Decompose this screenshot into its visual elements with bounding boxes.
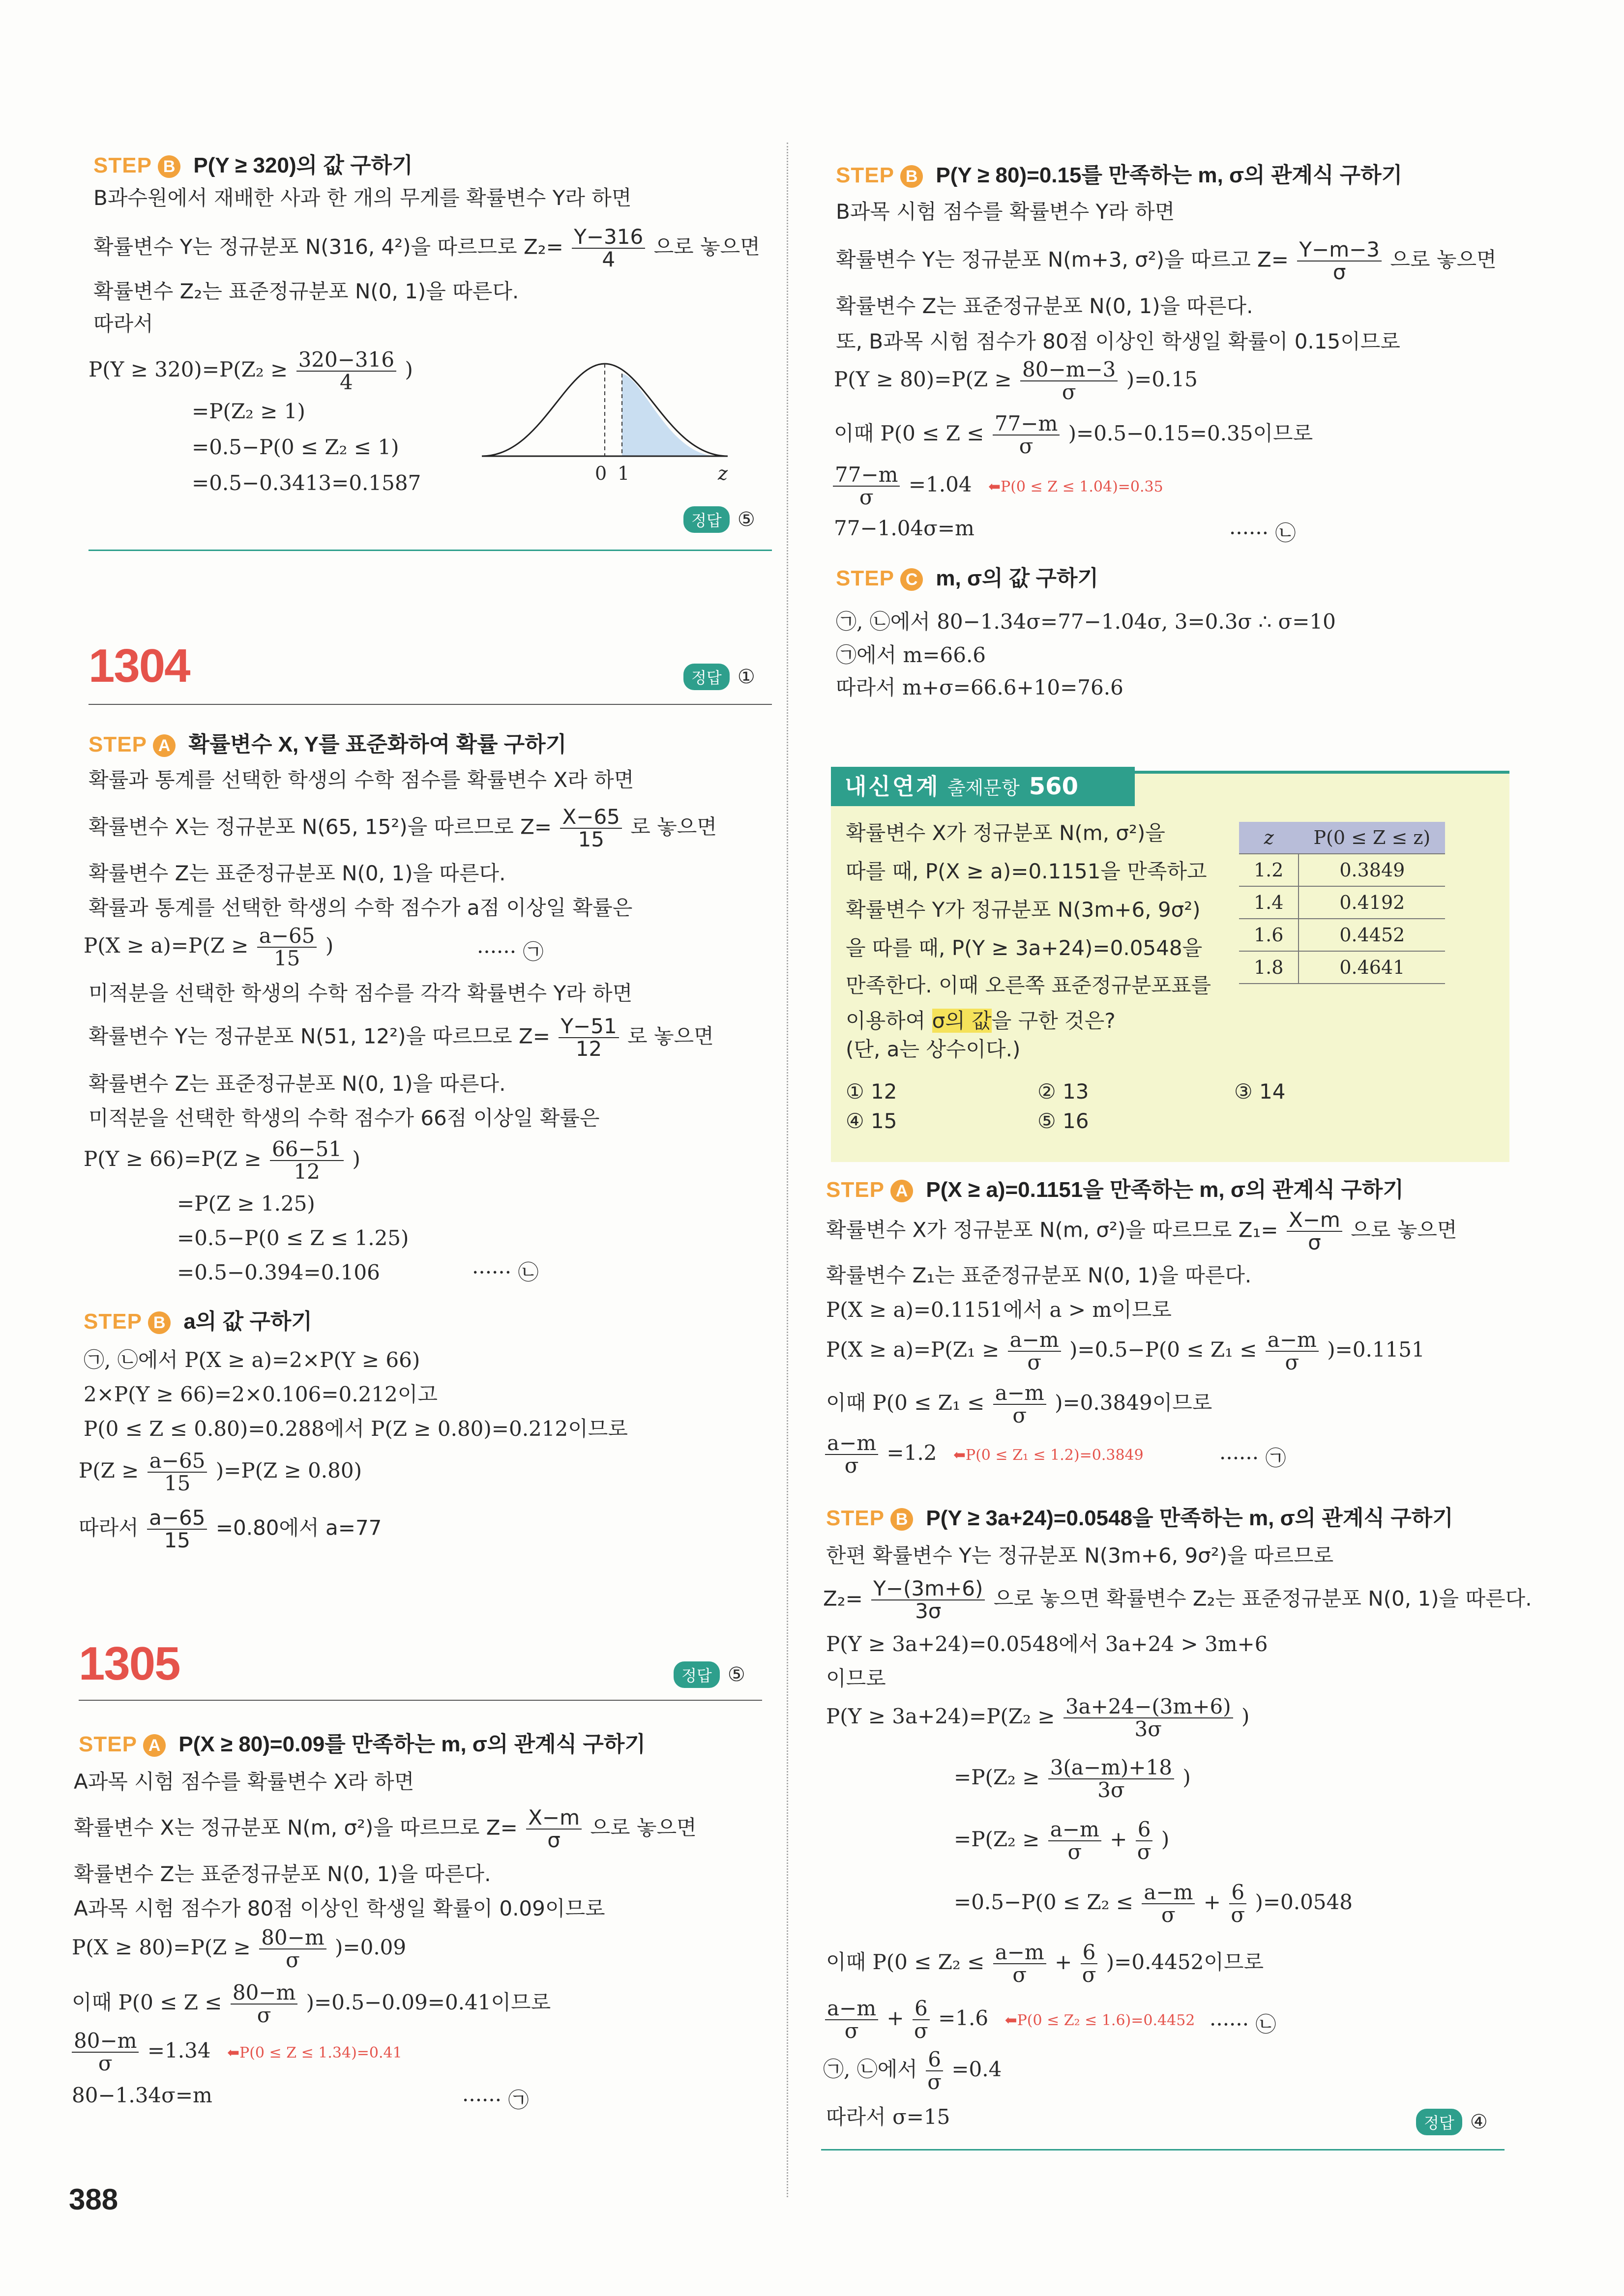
equation-line: P(Y ≥ 320)=P(Z₂ ≥ $\frac{320-316}{4}$ ) <box>89 348 413 394</box>
highlighted-term: σ의 값 <box>932 1009 992 1033</box>
question-line: (단, a는 상수이다.) <box>846 1037 1021 1061</box>
equation-line: ㉠, ㉡에서 $\frac{6}{\sigma}$ =0.4 <box>823 2047 1002 2094</box>
z-table-row: 1.6 0.4452 <box>1239 919 1445 951</box>
equation-line: 이때 P(0 ≤ Z ≤ $\frac{80-m}{\sigma}$ )=0.5−0.09=0.41이므로 <box>72 1980 551 2027</box>
text-line: 따라서 <box>93 312 153 336</box>
z-table-row: 1.4 0.4192 <box>1239 886 1445 919</box>
equation-line: ㉠, ㉡에서 P(X ≥ a)=2×P(Y ≥ 66) <box>84 1348 420 1372</box>
ref-mark: ······ ㉠ <box>1219 1446 1286 1470</box>
ref-mark: ······ ㉡ <box>472 1260 539 1284</box>
hint-note: ⬅P(0 ≤ Z ≤ 1.04)=0.35 <box>988 478 1163 495</box>
step-b-heading: STEP B P(Y ≥ 80)=0.15를 만족하는 m, σ의 관계식 구하기 <box>836 163 1403 187</box>
step-a-heading: STEP A P(X ≥ 80)=0.09를 만족하는 m, σ의 관계식 구하기 <box>79 1732 646 1756</box>
hint-note: ⬅P(0 ≤ Z₂ ≤ 1.6)=0.4452 <box>1004 2012 1195 2029</box>
text-line: 확률변수 Y는 정규분포 N(51, 12²)을 따르므로 Z= $\frac{Y-51}{12}$ 로 놓으면 <box>89 1014 714 1061</box>
ref-mark: ······ ㉠ <box>477 940 544 964</box>
z-table-header: z P(0 ≤ Z ≤ z) <box>1239 822 1445 854</box>
equation-line: P(X ≥ 80)=P(Z ≥ $\frac{80-m}{\sigma}$ )=0.09 <box>72 1925 407 1972</box>
equation-line: $\frac{77-m}{\sigma}$ =1.04 ⬅P(0 ≤ Z ≤ 1.04)=0.35 <box>831 464 1163 508</box>
question-line: 확률변수 X가 정규분포 N(m, σ²)을 <box>846 821 1165 845</box>
ref-mark: ······ ㉡ <box>1210 2012 1276 2036</box>
equation-line: $\frac{a-m}{\sigma}$ + $\frac{6}{\sigma}$ =1.6 ⬅P(0 ≤ Z₂ ≤ 1.6)=0.4452 <box>823 1998 1195 2042</box>
equation-line: P(Y ≥ 66)=P(Z ≥ $\frac{66-51}{12}$ ) <box>84 1137 360 1184</box>
choice: ① 12 <box>846 1079 897 1104</box>
section-rule <box>821 2149 1505 2151</box>
step-b-heading: STEP B a의 값 구하기 <box>84 1309 312 1334</box>
step-title: P(Y ≥ 320)의 값 구하기 <box>193 153 413 177</box>
equation-line: P(X ≥ a)=0.1151에서 a > m이므로 <box>826 1298 1172 1322</box>
z-table-row: 1.2 0.3849 <box>1239 854 1445 886</box>
question-line: 이용하여 σ의 값을 구한 것은? <box>846 1009 1116 1033</box>
text-line: 확률변수 Y는 정규분포 N(316, 4²)을 따르므로 Z₂= $\frac{Y-316}{4}$ 으로 놓으면 <box>93 225 760 271</box>
text-line: 확률변수 Z₁는 표준정규분포 N(0, 1)을 따른다. <box>826 1263 1252 1287</box>
step-tag: STEP <box>93 153 152 177</box>
text-line: 확률변수 Z는 표준정규분포 N(0, 1)을 따른다. <box>89 861 506 885</box>
equation-line: =0.5−P(0 ≤ Z₂ ≤ 1) <box>192 435 399 459</box>
text-line: B과수원에서 재배한 사과 한 개의 무게를 확률변수 Y라 하면 <box>93 186 632 210</box>
equation-line: $\frac{a-m}{\sigma}$ =1.2 ⬅P(0 ≤ Z₁ ≤ 1.2)=0.3849 <box>823 1432 1144 1477</box>
ref-mark: ······ ㉡ <box>1229 521 1296 545</box>
equation-line: 2×P(Y ≥ 66)=2×0.106=0.212이고 <box>84 1382 438 1406</box>
step-c-heading: STEP C m, σ의 값 구하기 <box>836 566 1099 590</box>
problem-number: 1304 <box>89 639 190 692</box>
step-a-heading: STEP A 확률변수 X, Y를 표준화하여 확률 구하기 <box>89 732 567 756</box>
answer-1303: 정답 ⑤ <box>683 506 755 533</box>
answer-1305-related: 정답 ④ <box>1416 2109 1488 2135</box>
graph-label-0: 0 <box>595 463 607 484</box>
choice: ④ 15 <box>846 1109 897 1133</box>
problem-number: 1305 <box>79 1637 180 1690</box>
text-line: 확률과 통계를 선택한 학생의 수학 점수를 확률변수 X라 하면 <box>89 768 634 792</box>
equation-line: P(Y ≥ 80)=P(Z ≥ $\frac{80-m-3}{\sigma}$ )=0.15 <box>834 357 1198 404</box>
page-number: 388 <box>69 2183 118 2216</box>
equation-line: =0.5−0.394=0.106 <box>177 1260 380 1284</box>
text-line: 확률변수 Z는 표준정규분포 N(0, 1)을 따른다. <box>836 294 1253 318</box>
equation-line: 77−1.04σ=m <box>834 516 974 540</box>
step-b-heading <box>93 147 413 179</box>
text-line: 미적분을 선택한 학생의 수학 점수가 66점 이상일 확률은 <box>89 1106 600 1130</box>
equation-line: =P(Z₂ ≥ $\frac{3(a-m)+18}{3\sigma}$ ) <box>954 1755 1191 1802</box>
equation-line: 이때 P(0 ≤ Z₁ ≤ $\frac{a-m}{\sigma}$ )=0.3849이므로 <box>826 1381 1212 1427</box>
text-line: 이므로 <box>826 1666 886 1690</box>
question-line: 확률변수 Y가 정규분포 N(3m+6, 9σ²) <box>846 898 1201 922</box>
text-line: Z₂= $\frac{Y-(3m+6)}{3\sigma}$ 으로 놓으면 확률변수 Z₂는 표준정규분포 N(0, 1)을 따른다. <box>823 1576 1532 1623</box>
hint-note: ⬅P(0 ≤ Z₁ ≤ 1.2)=0.3849 <box>953 1447 1144 1464</box>
equation-line: =P(Z ≥ 1.25) <box>177 1192 315 1216</box>
fraction: $\frac{Y-316}{4}$ <box>572 226 645 270</box>
equation-line: =0.5−P(0 ≤ Z ≤ 1.25) <box>177 1226 409 1250</box>
answer-1304: 정답 ① <box>683 664 755 690</box>
text-line: 확률변수 X는 정규분포 N(m, σ²)을 따르므로 Z= $\frac{X-m}{\sigma}$ 으로 놓으면 <box>74 1805 697 1852</box>
answer-1305: 정답 ⑤ <box>674 1661 745 1688</box>
text-line: 확률변수 X는 정규분포 N(65, 15²)을 따르므로 Z= $\frac{X-65}{15}$ 로 놓으면 <box>89 805 717 851</box>
equation-line: P(Z ≥ $\frac{a-65}{15}$ )=P(Z ≥ 0.80) <box>79 1449 362 1495</box>
step-badge: B <box>158 155 180 178</box>
question-line: 을 따를 때, P(Y ≥ 3a+24)=0.0548을 <box>846 936 1203 960</box>
text-line: 확률변수 Y는 정규분포 N(m+3, σ²)을 따르고 Z= $\frac{Y-m-3}{\sigma}$ 으로 놓으면 <box>836 237 1497 284</box>
equation-line: 80−1.34σ=m <box>72 2083 212 2107</box>
step-a-heading: STEP A P(X ≥ a)=0.1151을 만족하는 m, σ의 관계식 구하기 <box>826 1178 1404 1202</box>
text-line: 따라서 $\frac{a-65}{15}$ =0.80에서 a=77 <box>79 1506 382 1552</box>
equation-line: =0.5−0.3413=0.1587 <box>192 471 421 495</box>
equation-line: ㉠, ㉡에서 80−1.34σ=77−1.04σ, 3=0.3σ ∴ σ=10 <box>836 610 1336 634</box>
text-line: 확률변수 Z₂는 표준정규분포 N(0, 1)을 따른다. <box>93 279 519 303</box>
choice: ② 13 <box>1037 1079 1089 1104</box>
equation-line: P(X ≥ a)=P(Z ≥ $\frac{a-65}{15}$ ) <box>84 924 334 970</box>
text-line: 미적분을 선택한 학생의 수학 점수를 각각 확률변수 Y라 하면 <box>89 981 633 1005</box>
related-problem-header: 내신연계 출제문항 560 <box>831 767 1135 806</box>
text-line: 한편 확률변수 Y는 정규분포 N(3m+6, 9σ²)을 따르므로 <box>826 1543 1334 1568</box>
text-line: 확률변수 Z는 표준정규분포 N(0, 1)을 따른다. <box>74 1862 491 1886</box>
equation-line: 이때 P(0 ≤ Z₂ ≤ $\frac{a-m}{\sigma}$ + $\frac{6}{\sigma}$ )=0.4452이므로 <box>826 1940 1264 1987</box>
text-line: A과목 시험 점수가 80점 이상인 학생일 확률이 0.09이므로 <box>74 1896 605 1920</box>
graph-label-1: 1 <box>618 463 630 484</box>
question-line: 만족한다. 이때 오른쪽 표준정규분포표를 <box>846 973 1211 997</box>
equation-line: 이때 P(0 ≤ Z ≤ $\frac{77-m}{\sigma}$ )=0.5−0.15=0.35이므로 <box>834 411 1313 458</box>
ref-mark: ······ ㉠ <box>462 2088 529 2112</box>
shaded-area <box>622 374 718 456</box>
equation-line: 따라서 m+σ=66.6+10=76.6 <box>836 675 1123 699</box>
choice: ⑤ 16 <box>1037 1109 1089 1133</box>
equation-line: =P(Z₂ ≥ $\frac{a-m}{\sigma}$ + $\frac{6}{\sigma}$ ) <box>954 1817 1170 1864</box>
text-line: 확률과 통계를 선택한 학생의 수학 점수가 a점 이상일 확률은 <box>89 896 633 920</box>
choice: ③ 14 <box>1234 1079 1286 1104</box>
problem-rule <box>79 1700 762 1701</box>
text-line: A과목 시험 점수를 확률변수 X라 하면 <box>74 1770 414 1794</box>
equation-line: 따라서 σ=15 <box>826 2105 950 2129</box>
equation-line: ㉠에서 m=66.6 <box>836 643 986 667</box>
section-rule <box>89 550 772 551</box>
column-divider <box>787 143 789 2197</box>
equation-line: P(0 ≤ Z ≤ 0.80)=0.288에서 P(Z ≥ 0.80)=0.212이므로 <box>84 1417 628 1441</box>
text-line: 또, B과목 시험 점수가 80점 이상인 학생일 확률이 0.15이므로 <box>836 329 1400 353</box>
problem-rule <box>89 704 772 705</box>
z-table <box>1239 822 1445 984</box>
graph-label-z: z <box>718 463 728 484</box>
question-line: 따를 때, P(X ≥ a)=0.1151을 만족하고 <box>846 859 1207 883</box>
equation-line: =0.5−P(0 ≤ Z₂ ≤ $\frac{a-m}{\sigma}$ + $\frac{6}{\sigma}$ )=0.0548 <box>954 1880 1353 1927</box>
equation-line: P(Y ≥ 3a+24)=P(Z₂ ≥ $\frac{3a+24-(3m+6)}{3\sigma}$ ) <box>826 1694 1250 1741</box>
step-b-heading: STEP B P(Y ≥ 3a+24)=0.0548을 만족하는 m, σ의 관계식 구하기 <box>826 1506 1453 1530</box>
z-table-row: 1.8 0.4641 <box>1239 951 1445 984</box>
equation-line: =P(Z₂ ≥ 1) <box>192 399 305 423</box>
equation-line: $\frac{80-m}{\sigma}$ =1.34 ⬅P(0 ≤ Z ≤ 1.34)=0.41 <box>70 2030 402 2074</box>
hint-note: ⬅P(0 ≤ Z ≤ 1.34)=0.41 <box>227 2044 402 2062</box>
text-line: B과목 시험 점수를 확률변수 Y라 하면 <box>836 200 1175 224</box>
equation-line: P(X ≥ a)=P(Z₁ ≥ $\frac{a-m}{\sigma}$ )=0.5−P(0 ≤ Z₁ ≤ $\frac{a-m}{\sigma}$ )=0.1151 <box>826 1328 1425 1374</box>
text-line: 확률변수 X가 정규분포 N(m, σ²)을 따르므로 Z₁= $\frac{X-m}{\sigma}$ 으로 놓으면 <box>826 1208 1457 1254</box>
equation-line: P(Y ≥ 3a+24)=0.0548에서 3a+24 > 3m+6 <box>826 1632 1268 1656</box>
text-line: 확률변수 Z는 표준정규분포 N(0, 1)을 따른다. <box>89 1072 506 1096</box>
